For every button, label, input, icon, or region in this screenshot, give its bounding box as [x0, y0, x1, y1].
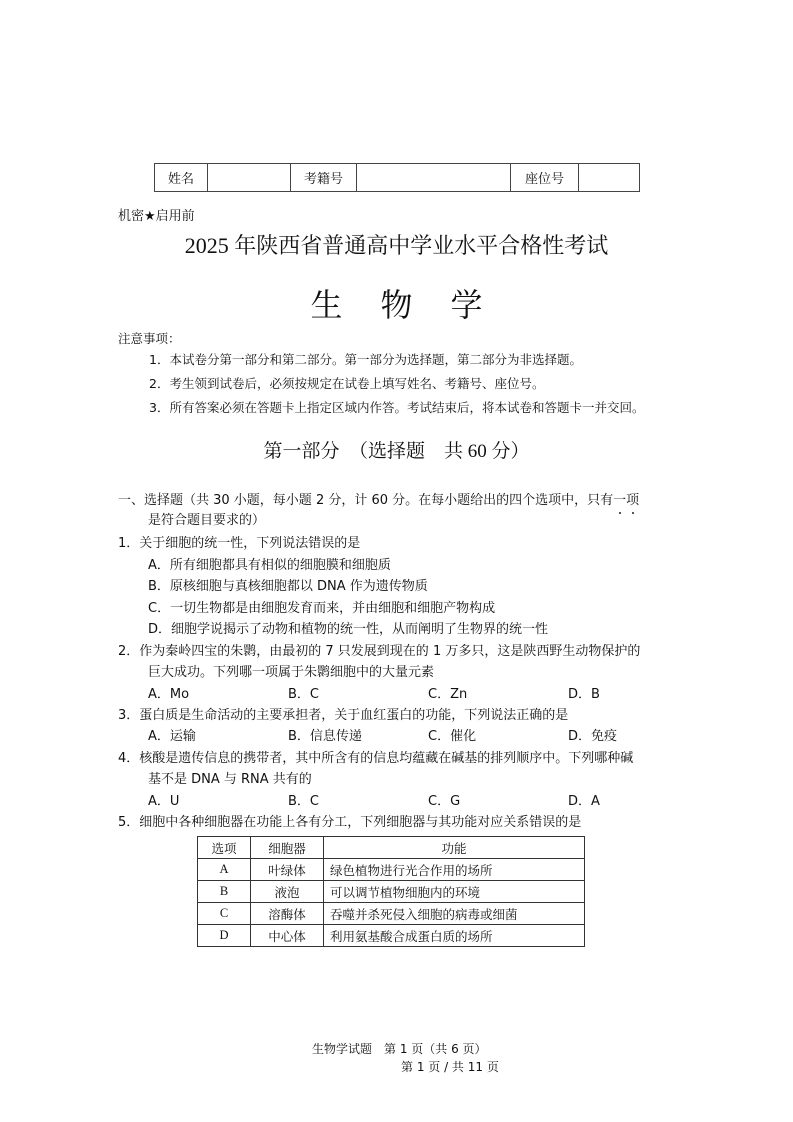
question-1-option-a: A．所有细胞都具有相似的细胞膜和细胞质 — [148, 558, 391, 573]
section-instructions-cont: 是符合题目要求的） — [148, 513, 266, 528]
option-cell: D — [198, 925, 251, 947]
exam-id-label: 考籍号 — [291, 164, 357, 192]
question-4-option-d: D．A — [568, 794, 600, 809]
question-2-option-b: B．C — [288, 687, 319, 702]
function-cell: 绿色植物进行光合作用的场所 — [324, 859, 585, 881]
table-header-row — [198, 837, 585, 859]
question-2-stem-cont: 巨大成功。下列哪一项属于朱鹮细胞中的大量元素 — [148, 665, 435, 680]
question-1-option-c: C．一切生物都是由细胞发育而来，并由细胞和细胞产物构成 — [148, 601, 496, 616]
emphasized-char: 一 — [613, 493, 627, 508]
question-4-option-c: C．G — [428, 794, 461, 809]
option-cell: B — [198, 881, 251, 903]
question-3-option-b: B．信息传递 — [288, 729, 362, 744]
question-4-option-a: A．U — [148, 794, 180, 809]
page-footer-subject: 生物学试题 第 1 页（共 6 页） — [312, 1042, 487, 1056]
organelle-cell: 液泡 — [251, 881, 324, 903]
name-label: 姓名 — [155, 164, 208, 192]
emphasized-char: 项 — [626, 493, 640, 508]
exam-title: 2025 年陕西省普通高中学业水平合格性考试 — [184, 233, 609, 258]
question-1-option-b: B．原核细胞与真核细胞都以 DNA 作为遗传物质 — [148, 579, 428, 594]
note-item: 1．本试卷分第一部分和第二部分。第一部分为选择题，第二部分为非选择题。 — [149, 352, 582, 367]
column-header: 功能 — [324, 837, 585, 859]
candidate-info-table — [154, 163, 640, 192]
question-1-stem: 1．关于细胞的统一性，下列说法错误的是 — [118, 536, 361, 551]
confidential-label: 机密★启用前 — [118, 209, 195, 224]
question-2-option-c: C．Zn — [428, 687, 468, 702]
option-cell: C — [198, 903, 251, 925]
option-cell: A — [198, 859, 251, 881]
question-4-stem: 4．核酸是遗传信息的携带者，其中所含有的信息均蕴藏在碱基的排列顺序中。下列哪种碱 — [118, 751, 634, 766]
subject-title: 生物学 — [310, 287, 521, 323]
question-5-stem: 5．细胞中各种细胞器在功能上各有分工，下列细胞器与其功能对应关系错误的是 — [118, 815, 582, 830]
function-cell: 吞噬并杀死侵入细胞的病毒或细菌 — [324, 903, 585, 925]
function-cell: 利用氨基酸合成蛋白质的场所 — [324, 925, 585, 947]
page-footer-pagination: 第 1 页 / 共 11 页 — [401, 1060, 499, 1074]
name-field[interactable] — [208, 164, 291, 192]
question-4-option-b: B．C — [288, 794, 319, 809]
organelle-cell: 溶酶体 — [251, 903, 324, 925]
column-header: 选项 — [198, 837, 251, 859]
organelle-cell: 叶绿体 — [251, 859, 324, 881]
table-row — [198, 925, 585, 947]
organelle-function-table — [197, 836, 585, 947]
question-3-stem: 3．蛋白质是生命活动的主要承担者，关于血红蛋白的功能，下列说法正确的是 — [118, 708, 569, 723]
notes-heading: 注意事项： — [118, 331, 181, 346]
organelle-cell: 中心体 — [251, 925, 324, 947]
part-title: 第一部分 （选择题 共 60 分） — [263, 441, 530, 462]
note-item: 2．考生领到试卷后，必须按规定在试卷上填写姓名、考籍号、座位号。 — [149, 376, 545, 391]
exam-id-field[interactable] — [357, 164, 511, 192]
question-4-stem-cont: 基不是 DNA 与 RNA 共有的 — [148, 772, 312, 787]
function-cell: 可以调节植物细胞内的环境 — [324, 881, 585, 903]
seat-field[interactable] — [579, 164, 640, 192]
question-2-option-d: D．B — [568, 687, 600, 702]
note-item: 3．所有答案必须在答题卡上指定区域内作答。考试结束后，将本试卷和答题卡一并交回。 — [149, 400, 645, 415]
section-instructions-text: 一、选择题（共 30 小题，每小题 2 分，计 60 分。在每小题给出的四个选项中，只有 — [118, 493, 614, 508]
table-row — [198, 903, 585, 925]
question-3-option-d: D．免疫 — [568, 729, 618, 744]
question-3-option-c: C．催化 — [428, 729, 477, 744]
seat-label: 座位号 — [511, 164, 579, 192]
column-header: 细胞器 — [251, 837, 324, 859]
question-2-stem: 2．作为秦岭四宝的朱鹮，由最初的 7 只发展到现在的 1 万多只，这是陕西野生动物保护的 — [118, 644, 641, 659]
table-row — [198, 881, 585, 903]
section-instructions — [118, 489, 639, 508]
question-1-option-d: D．细胞学说揭示了动物和植物的统一性，从而阐明了生物界的统一性 — [148, 622, 549, 637]
question-3-option-a: A．运输 — [148, 729, 196, 744]
table-row — [198, 859, 585, 881]
question-2-option-a: A．Mo — [148, 687, 190, 702]
